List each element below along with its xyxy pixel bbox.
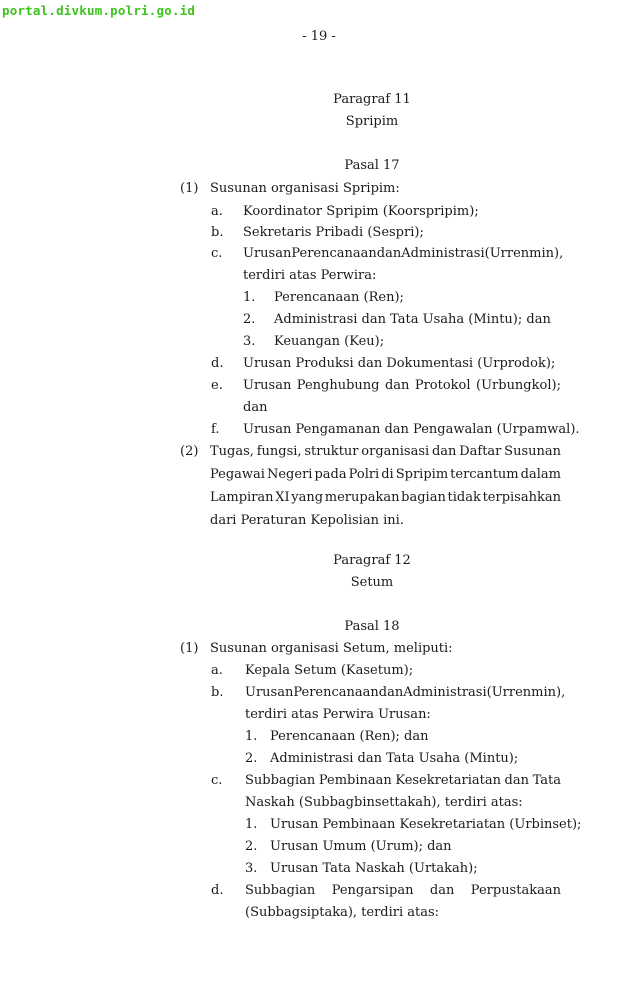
justified-word: Kesekretariatan: [395, 773, 501, 788]
justified-word: dalam: [520, 467, 561, 482]
item-text: dari Peraturan Kepolisian ini.: [210, 513, 404, 528]
justified-line: [243, 378, 561, 393]
justified-line: [245, 773, 561, 788]
item-text: Susunan organisasi Spripim:: [210, 181, 400, 196]
justified-word: Subbagian: [245, 773, 316, 788]
sub-item-text: terdiri atas Perwira:: [243, 268, 377, 283]
numbered-text: Urusan Pembinaan Kesekretariatan (Urbinset);: [270, 817, 582, 832]
sub-item-label: e.: [211, 378, 223, 393]
numbered-text: Perencanaan (Ren); dan: [270, 729, 429, 744]
justified-word: di: [381, 467, 394, 482]
justified-word: Urusan: [243, 378, 292, 393]
sub-item-label: c.: [211, 773, 223, 788]
unit-heading: Spripim: [345, 114, 399, 129]
justified-word: Subbagian: [245, 883, 316, 898]
numbered-text: Keuangan (Keu);: [274, 334, 385, 349]
justified-word: Daftar: [459, 444, 502, 459]
sub-item-text: dan: [243, 400, 268, 415]
justified-word: (Urrenmin),: [484, 246, 564, 261]
justified-word: dan: [431, 444, 457, 459]
justified-word: Polri: [348, 467, 380, 482]
justified-line: [210, 490, 561, 505]
justified-word: Perencanaan: [293, 685, 379, 700]
sub-item-label: a.: [211, 204, 223, 219]
justified-word: tercantum: [450, 467, 519, 482]
justified-word: struktur: [304, 444, 359, 459]
sub-item-label: a.: [211, 663, 223, 678]
numbered-label: 2.: [243, 312, 256, 327]
sub-item-label: c.: [211, 246, 223, 261]
numbered-label: 2.: [245, 839, 258, 854]
sub-item-text: Sekretaris Pribadi (Sespri);: [243, 225, 424, 240]
sub-item-text: (Subbagsiptaka), terdiri atas:: [245, 905, 440, 920]
sub-item-label: d.: [211, 356, 224, 371]
numbered-text: Administrasi dan Tata Usaha (Mintu); dan: [274, 312, 551, 327]
justified-word: Administrasi: [401, 246, 485, 261]
sub-item-text: Urusan Produksi dan Dokumentasi (Urprodok);: [243, 356, 556, 371]
justified-word: tidak: [447, 490, 481, 505]
sub-item-label: b.: [211, 225, 224, 240]
pasal-heading: Pasal 18: [344, 619, 400, 634]
justified-word: Administrasi: [403, 685, 487, 700]
numbered-label: 1.: [243, 290, 256, 305]
justified-word: pada: [314, 467, 347, 482]
justified-word: Pembinaan: [318, 773, 392, 788]
justified-line: [210, 444, 561, 459]
numbered-text: Administrasi dan Tata Usaha (Mintu);: [270, 751, 519, 766]
sub-item-text: Urusan Pengamanan dan Pengawalan (Urpamwal).: [243, 422, 580, 437]
sub-item-label: d.: [211, 883, 224, 898]
justified-word: Susunan: [504, 444, 561, 459]
justified-word: Urusan: [243, 246, 292, 261]
justified-word: dan: [376, 246, 402, 261]
justified-word: merupakan: [324, 490, 400, 505]
justified-word: dan: [504, 773, 529, 788]
justified-word: Urusan: [245, 685, 294, 700]
sub-item-label: b.: [211, 685, 224, 700]
watermark-text: portal.divkum.polri.go.id: [2, 3, 196, 18]
paragraf-heading: Paragraf 11: [333, 92, 411, 107]
justified-word: Protokol: [414, 378, 471, 393]
justified-word: Perpustakaan: [470, 883, 561, 898]
unit-heading: Setum: [350, 575, 394, 590]
justified-word: Negeri: [266, 467, 313, 482]
justified-line: [243, 246, 564, 261]
numbered-label: 3.: [243, 334, 256, 349]
justified-word: (Urrenmin),: [486, 685, 566, 700]
justified-word: Perencanaan: [291, 246, 377, 261]
justified-word: terpisahkan: [482, 490, 561, 505]
sub-item-text: Kepala Setum (Kasetum);: [245, 663, 414, 678]
item-number: (2): [180, 444, 199, 459]
justified-word: organisasi: [361, 444, 430, 459]
item-number: (1): [180, 641, 199, 656]
paragraf-heading: Paragraf 12: [333, 553, 411, 568]
page-number: - 19 -: [302, 29, 336, 44]
justified-word: dan: [378, 685, 404, 700]
justified-word: (Urbungkol);: [476, 378, 561, 393]
justified-word: Pegawai: [210, 467, 265, 482]
justified-line: [210, 467, 561, 482]
sub-item-text: Koordinator Spripim (Koorspripim);: [243, 204, 479, 219]
justified-word: bagian: [401, 490, 446, 505]
sub-item-text: Naskah (Subbagbinsettakah), terdiri atas:: [245, 795, 523, 810]
numbered-label: 1.: [245, 729, 258, 744]
justified-word: fungsi,: [256, 444, 302, 459]
numbered-text: Perencanaan (Ren);: [274, 290, 404, 305]
justified-word: Tugas,: [210, 444, 254, 459]
justified-line: [245, 883, 561, 898]
justified-word: Pengarsipan: [331, 883, 414, 898]
sub-item-label: f.: [211, 422, 220, 437]
numbered-label: 2.: [245, 751, 258, 766]
numbered-text: Urusan Tata Naskah (Urtakah);: [270, 861, 478, 876]
justified-word: Penghubung: [296, 378, 380, 393]
justified-word: Spripim: [395, 467, 449, 482]
pasal-heading: Pasal 17: [344, 158, 400, 173]
justified-word: dan: [429, 883, 455, 898]
numbered-label: 3.: [245, 861, 258, 876]
justified-line: [245, 685, 566, 700]
justified-word: yang: [291, 490, 324, 505]
numbered-label: 1.: [245, 817, 258, 832]
numbered-text: Urusan Umum (Urum); dan: [270, 839, 452, 854]
justified-word: XI: [275, 490, 290, 505]
justified-word: Tata: [532, 773, 561, 788]
item-number: (1): [180, 181, 199, 196]
justified-word: dan: [384, 378, 410, 393]
sub-item-text: terdiri atas Perwira Urusan:: [245, 707, 431, 722]
justified-word: Lampiran: [210, 490, 274, 505]
item-text: Susunan organisasi Setum, meliputi:: [210, 641, 453, 656]
